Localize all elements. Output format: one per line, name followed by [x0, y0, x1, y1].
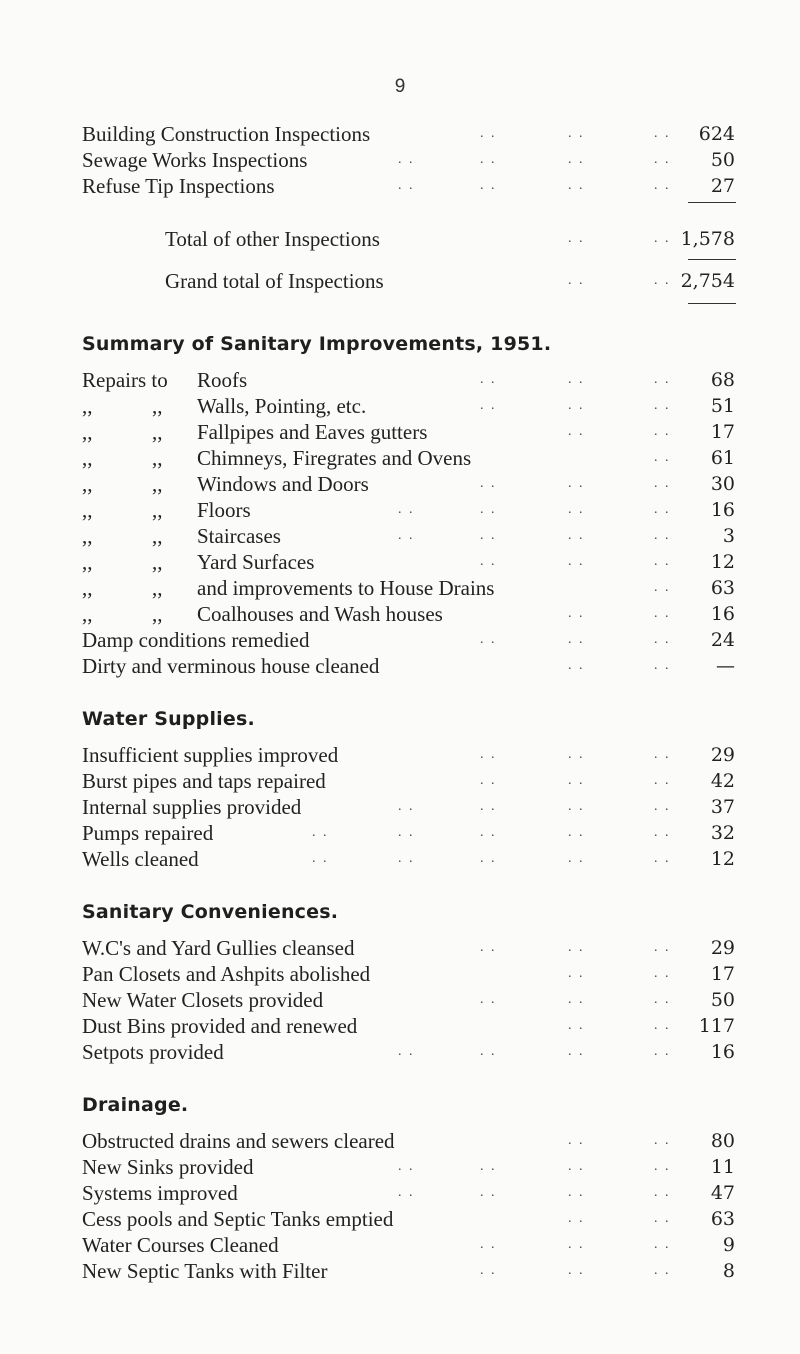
row-label: Sewage Works Inspections — [82, 148, 308, 172]
row-label: Obstructed drains and sewers cleared — [82, 1129, 395, 1153]
leader-dots: . . — [398, 1185, 415, 1200]
row-value: 61 — [710, 447, 735, 469]
leader-dots: . . — [568, 606, 585, 621]
leader-dots: . . — [654, 940, 671, 955]
leader-dots: . . — [654, 1018, 671, 1033]
row-label: Grand total of Inspections — [165, 269, 384, 293]
row-value: 16 — [710, 1041, 735, 1063]
row-value: 42 — [710, 770, 735, 792]
water-row — [0, 794, 800, 820]
leader-dots: . . — [654, 966, 671, 981]
leader-dots: . . — [654, 178, 671, 193]
row-label: Total of other Inspections — [165, 227, 380, 251]
ditto-mark: ,, — [82, 602, 93, 626]
leader-dots: . . — [568, 1159, 585, 1174]
row-label: Yard Surfaces — [197, 550, 315, 574]
ditto-mark: ,, — [82, 498, 93, 522]
row-value: 117 — [698, 1015, 735, 1037]
sum-rule — [688, 303, 736, 304]
row-label: Wells cleaned — [82, 847, 199, 871]
leader-dots: . . — [480, 992, 497, 1007]
convenience-row — [0, 935, 800, 961]
sum-rule — [688, 202, 736, 203]
leader-dots: . . — [480, 554, 497, 569]
convenience-row — [0, 987, 800, 1013]
row-label: W.C's and Yard Gullies cleansed — [82, 936, 355, 960]
leader-dots: . . — [654, 126, 671, 141]
leader-dots: . . — [480, 825, 497, 840]
summary-heading: Summary of Sanitary Improvements, 1951. — [82, 333, 552, 355]
row-value: 29 — [710, 744, 735, 766]
row-value: 16 — [710, 603, 735, 625]
row-value: 3 — [722, 525, 735, 547]
leader-dots: . . — [568, 554, 585, 569]
leader-dots: . . — [480, 476, 497, 491]
ditto-mark: ,, — [82, 576, 93, 600]
row-value: 8 — [722, 1260, 735, 1282]
leader-dots: . . — [480, 1185, 497, 1200]
leader-dots: . . — [398, 851, 415, 866]
leader-dots: . . — [398, 528, 415, 543]
leader-dots: . . — [654, 1185, 671, 1200]
leader-dots: . . — [568, 966, 585, 981]
row-label: New Septic Tanks with Filter — [82, 1259, 328, 1283]
row-label: Floors — [197, 498, 251, 522]
leader-dots: . . — [568, 152, 585, 167]
leader-dots: . . — [568, 1018, 585, 1033]
row-label: and improvements to House Drains — [197, 576, 495, 600]
ditto-mark: ,, — [152, 498, 163, 522]
row-value: 32 — [710, 822, 735, 844]
row-label: Coalhouses and Wash houses — [197, 602, 443, 626]
row-value: 51 — [710, 395, 735, 417]
leader-dots: . . — [654, 773, 671, 788]
row-value: 50 — [710, 149, 735, 171]
leader-dots: . . — [568, 747, 585, 762]
leader-dots: . . — [398, 502, 415, 517]
leader-dots: . . — [568, 178, 585, 193]
row-value: 624 — [698, 123, 735, 145]
leader-dots: . . — [568, 1211, 585, 1226]
ditto-mark: ,, — [82, 550, 93, 574]
leader-dots: . . — [654, 992, 671, 1007]
leader-dots: . . — [568, 1263, 585, 1278]
row-value: 30 — [710, 473, 735, 495]
leader-dots: . . — [568, 799, 585, 814]
drainage-row — [0, 1154, 800, 1180]
leader-dots: . . — [568, 940, 585, 955]
inspection-row — [0, 173, 800, 199]
row-label: Staircases — [197, 524, 281, 548]
drainage-row — [0, 1206, 800, 1232]
leader-dots: . . — [568, 632, 585, 647]
leader-dots: . . — [568, 372, 585, 387]
ditto-mark: ,, — [152, 472, 163, 496]
row-label: Burst pipes and taps repaired — [82, 769, 326, 793]
repair-row — [0, 523, 800, 549]
row-label: Walls, Pointing, etc. — [197, 394, 367, 418]
row-value: 16 — [710, 499, 735, 521]
leader-dots: . . — [568, 502, 585, 517]
leader-dots: . . — [654, 372, 671, 387]
leader-dots: . . — [568, 1237, 585, 1252]
row-value: 17 — [710, 963, 735, 985]
leader-dots: . . — [654, 1159, 671, 1174]
row-label: New Water Closets provided — [82, 988, 324, 1012]
leader-dots: . . — [654, 747, 671, 762]
row-value: 68 — [710, 369, 735, 391]
row-label: Damp conditions remedied — [82, 628, 310, 652]
leader-dots: . . — [654, 450, 671, 465]
leader-dots: . . — [568, 1133, 585, 1148]
leader-dots: . . — [480, 773, 497, 788]
row-label: Chimneys, Firegrates and Ovens — [197, 446, 472, 470]
leader-dots: . . — [480, 502, 497, 517]
repair-row — [0, 445, 800, 471]
ditto-mark: ,, — [82, 420, 93, 444]
row-value: 11 — [710, 1156, 735, 1178]
leader-dots: . . — [568, 126, 585, 141]
leader-dots: . . — [654, 152, 671, 167]
row-label: Fallpipes and Eaves gutters — [197, 420, 428, 444]
leader-dots: . . — [654, 554, 671, 569]
leader-dots: . . — [654, 606, 671, 621]
grand-total-row — [0, 268, 800, 294]
leader-dots: . . — [654, 825, 671, 840]
leader-dots: . . — [654, 528, 671, 543]
leader-dots: . . — [568, 1185, 585, 1200]
drainage-row — [0, 1232, 800, 1258]
row-label: Cess pools and Septic Tanks emptied — [82, 1207, 394, 1231]
leader-dots: . . — [312, 825, 329, 840]
leader-dots: . . — [568, 424, 585, 439]
leader-dots: . . — [480, 1237, 497, 1252]
repair-row — [0, 575, 800, 601]
row-value: 12 — [710, 551, 735, 573]
leader-dots: . . — [398, 1044, 415, 1059]
ditto-mark: ,, — [82, 472, 93, 496]
row-label: Internal supplies provided — [82, 795, 302, 819]
leader-dots: . . — [568, 825, 585, 840]
row-label: Pan Closets and Ashpits abolished — [82, 962, 371, 986]
leader-dots: . . — [398, 152, 415, 167]
ditto-mark: ,, — [152, 394, 163, 418]
leader-dots: . . — [568, 658, 585, 673]
leader-dots: . . — [654, 1044, 671, 1059]
repair-row — [0, 419, 800, 445]
leader-dots: . . — [398, 825, 415, 840]
leader-dots: . . — [654, 799, 671, 814]
row-value: 24 — [710, 629, 735, 651]
inspection-row — [0, 121, 800, 147]
ditto-mark: ,, — [152, 602, 163, 626]
ditto-mark: ,, — [152, 576, 163, 600]
leader-dots: . . — [654, 273, 671, 288]
leader-dots: . . — [568, 273, 585, 288]
leader-dots: . . — [568, 476, 585, 491]
summary-row — [0, 653, 800, 679]
row-value: 63 — [710, 577, 735, 599]
row-value: 80 — [710, 1130, 735, 1152]
water-row — [0, 846, 800, 872]
leader-dots: . . — [654, 1263, 671, 1278]
ditto-mark: ,, — [152, 550, 163, 574]
row-label: Building Construction Inspections — [82, 122, 371, 146]
row-value: 9 — [722, 1234, 735, 1256]
leader-dots: . . — [654, 658, 671, 673]
leader-dots: . . — [568, 992, 585, 1007]
drainage-heading: Drainage. — [82, 1094, 189, 1116]
ditto-mark: ,, — [152, 524, 163, 548]
row-label: Systems improved — [82, 1181, 238, 1205]
row-value: 63 — [710, 1208, 735, 1230]
leader-dots: . . — [480, 126, 497, 141]
row-value: 29 — [710, 937, 735, 959]
leader-dots: . . — [398, 1159, 415, 1174]
leader-dots: . . — [398, 799, 415, 814]
repairs-to-label: Repairs to — [82, 368, 168, 392]
row-label: Dirty and verminous house cleaned — [82, 654, 380, 678]
row-label: Refuse Tip Inspections — [82, 174, 275, 198]
row-label: Dust Bins provided and renewed — [82, 1014, 358, 1038]
leader-dots: . . — [568, 398, 585, 413]
row-value: 47 — [710, 1182, 735, 1204]
leader-dots: . . — [480, 1159, 497, 1174]
drainage-row — [0, 1180, 800, 1206]
ditto-mark: ,, — [152, 420, 163, 444]
leader-dots: . . — [480, 178, 497, 193]
leader-dots: . . — [398, 178, 415, 193]
leader-dots: . . — [480, 940, 497, 955]
row-label: Windows and Doors — [197, 472, 369, 496]
leader-dots: . . — [480, 632, 497, 647]
drainage-row — [0, 1128, 800, 1154]
row-label: Water Courses Cleaned — [82, 1233, 279, 1257]
leader-dots: . . — [480, 1263, 497, 1278]
water-row — [0, 768, 800, 794]
row-value: 2,754 — [680, 270, 735, 292]
leader-dots: . . — [568, 773, 585, 788]
summary-row — [0, 627, 800, 653]
convenience-row — [0, 1013, 800, 1039]
repair-row — [0, 601, 800, 627]
repair-row — [0, 549, 800, 575]
row-label: Pumps repaired — [82, 821, 214, 845]
convenience-row — [0, 961, 800, 987]
repair-row — [0, 497, 800, 523]
row-value: 37 — [710, 796, 735, 818]
row-value: 27 — [710, 175, 735, 197]
ditto-mark: ,, — [82, 394, 93, 418]
leader-dots: . . — [654, 1211, 671, 1226]
leader-dots: . . — [654, 580, 671, 595]
leader-dots: . . — [654, 1133, 671, 1148]
leader-dots: . . — [480, 799, 497, 814]
leader-dots: . . — [480, 1044, 497, 1059]
row-label: Roofs — [197, 368, 248, 392]
water-row — [0, 742, 800, 768]
leader-dots: . . — [480, 372, 497, 387]
leader-dots: . . — [654, 476, 671, 491]
row-value: 50 — [710, 989, 735, 1011]
leader-dots: . . — [480, 851, 497, 866]
leader-dots: . . — [654, 1237, 671, 1252]
leader-dots: . . — [654, 424, 671, 439]
leader-dots: . . — [654, 231, 671, 246]
leader-dots: . . — [480, 398, 497, 413]
row-value: 12 — [710, 848, 735, 870]
leader-dots: . . — [568, 851, 585, 866]
page-number: 9 — [394, 76, 406, 97]
sum-rule — [688, 259, 736, 260]
drainage-row — [0, 1258, 800, 1284]
leader-dots: . . — [654, 502, 671, 517]
ditto-mark: ,, — [82, 524, 93, 548]
row-label: Setpots provided — [82, 1040, 224, 1064]
water-row — [0, 820, 800, 846]
leader-dots: . . — [654, 398, 671, 413]
leader-dots: . . — [480, 152, 497, 167]
row-value: — — [716, 655, 735, 677]
water-heading: Water Supplies. — [82, 708, 255, 730]
repair-row — [0, 471, 800, 497]
repair-row — [0, 367, 800, 393]
row-value: 1,578 — [680, 228, 735, 250]
total-other-row — [0, 226, 800, 252]
row-label: New Sinks provided — [82, 1155, 254, 1179]
leader-dots: . . — [480, 747, 497, 762]
leader-dots: . . — [568, 231, 585, 246]
ditto-mark: ,, — [152, 446, 163, 470]
leader-dots: . . — [480, 528, 497, 543]
convenience-row — [0, 1039, 800, 1065]
row-label: Insufficient supplies improved — [82, 743, 339, 767]
leader-dots: . . — [312, 851, 329, 866]
leader-dots: . . — [654, 851, 671, 866]
leader-dots: . . — [568, 528, 585, 543]
leader-dots: . . — [568, 1044, 585, 1059]
inspection-row — [0, 147, 800, 173]
ditto-mark: ,, — [82, 446, 93, 470]
conveniences-heading: Sanitary Conveniences. — [82, 901, 339, 923]
row-value: 17 — [710, 421, 735, 443]
leader-dots: . . — [654, 632, 671, 647]
repair-row — [0, 393, 800, 419]
